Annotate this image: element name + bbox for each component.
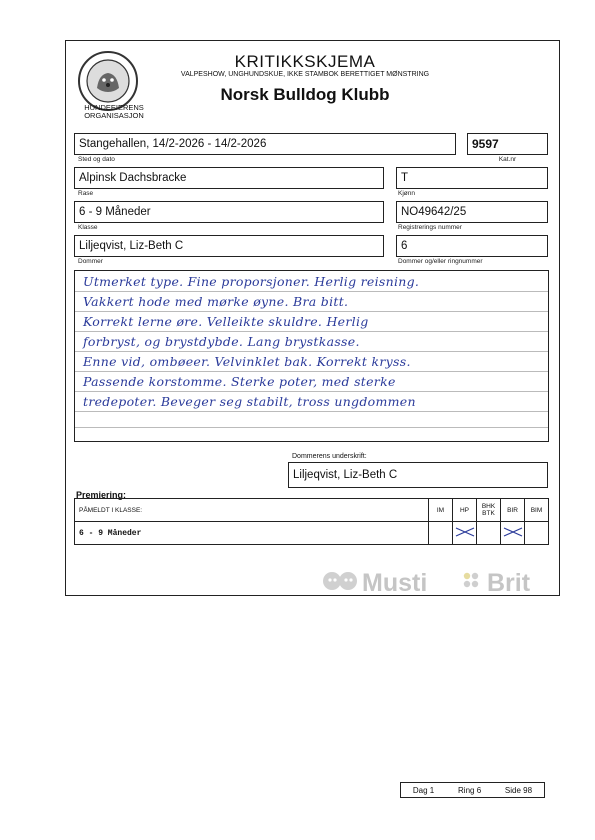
critique-line: forbryst, og brystdybde. Lang brystkasse. bbox=[83, 334, 360, 349]
ring-label: Ring bbox=[458, 785, 475, 795]
judge-field: Liljeqvist, Liz-Beth C bbox=[74, 235, 384, 257]
mark-bir[interactable] bbox=[501, 522, 525, 545]
catalog-number-label: Kat.nr bbox=[498, 156, 517, 163]
footer-page bbox=[505, 786, 532, 795]
sex-label: Kjønn bbox=[398, 190, 415, 197]
critique-line: Passende korstomme. Sterke poter, med sterke bbox=[83, 374, 396, 389]
premiering-value-row bbox=[75, 522, 549, 545]
sex-field: T bbox=[396, 167, 548, 189]
critique-box bbox=[74, 270, 549, 442]
col-bhk-btk: BHK BTK bbox=[477, 499, 501, 522]
check-x-mark-icon bbox=[502, 526, 524, 538]
breed-label: Rase bbox=[78, 190, 94, 197]
premiering-header-row bbox=[75, 499, 549, 522]
class-label: Klasse bbox=[78, 224, 98, 231]
organization-name bbox=[74, 104, 154, 120]
mark-hp[interactable] bbox=[453, 522, 477, 545]
mark-bhk-btk[interactable] bbox=[477, 522, 501, 545]
org-line-1: HUNDEEIERENS bbox=[84, 103, 144, 112]
ring-number-label: Dommer og/eller ringnummer bbox=[398, 258, 483, 265]
brit-emblem-icon bbox=[458, 567, 484, 600]
venue-date-label: Sted og dato bbox=[78, 156, 115, 163]
breed-field: Alpinsk Dachsbracke bbox=[74, 167, 384, 189]
org-line-2: ORGANISASJON bbox=[84, 111, 144, 120]
check-x-mark-icon bbox=[454, 526, 476, 538]
ring-number-field: 6 bbox=[396, 235, 548, 257]
sponsor-brit bbox=[458, 567, 530, 600]
class-value: 6 - 9 Måneder bbox=[75, 522, 429, 545]
critique-line: Vakkert hode med mørke øyne. Bra bitt. bbox=[83, 294, 349, 309]
mark-bim[interactable] bbox=[525, 522, 549, 545]
col-bim: BIM bbox=[525, 499, 549, 522]
class-field: 6 - 9 Måneder bbox=[74, 201, 384, 223]
sponsor-musti bbox=[322, 567, 427, 600]
mark-im[interactable] bbox=[429, 522, 453, 545]
page-value: 98 bbox=[523, 785, 533, 795]
day-label: Dag bbox=[412, 785, 428, 795]
premiering-table bbox=[74, 498, 549, 545]
catalog-number-field: 9597 bbox=[467, 133, 548, 155]
page-footer bbox=[400, 782, 545, 798]
sponsor-name: Musti bbox=[362, 569, 428, 597]
signature-label: Dommerens underskrift: bbox=[292, 453, 367, 460]
judge-label: Dommer bbox=[78, 258, 103, 265]
critique-line: tredepoter. Beveger seg stabilt, tross ungdommen bbox=[83, 394, 416, 409]
paw-icon bbox=[322, 567, 358, 600]
footer-ring bbox=[458, 786, 481, 795]
critique-line: Enne vid, ombøeer. Velvinklet bak. Korrekt kryss. bbox=[83, 354, 411, 369]
venue-date-field: Stangehallen, 14/2-2026 - 14/2-2026 bbox=[74, 133, 456, 155]
signature-field: Liljeqvist, Liz-Beth C bbox=[288, 462, 548, 488]
class-header: PÅMELDT I KLASSE: bbox=[75, 499, 429, 522]
col-im: IM bbox=[429, 499, 453, 522]
day-value: 1 bbox=[429, 785, 435, 795]
col-bir: BIR bbox=[501, 499, 525, 522]
premiering-title: Premiering: bbox=[76, 490, 127, 500]
ring-value: 6 bbox=[476, 785, 482, 795]
club-name: Norsk Bulldog Klubb bbox=[220, 85, 390, 104]
footer-day bbox=[413, 786, 434, 795]
form-subtitle: VALPESHOW, UNGHUNDSKUE, IKKE STAMBOK BERETTIGET MØNSTRING bbox=[180, 71, 430, 78]
page-label: Side bbox=[504, 785, 521, 795]
registration-number-label: Registrerings nummer bbox=[398, 224, 462, 231]
col-hp: HP bbox=[453, 499, 477, 522]
sponsor-name: Brit bbox=[487, 569, 531, 597]
form-title: KRITIKKSKJEMA bbox=[234, 52, 376, 71]
registration-number-field: NO49642/25 bbox=[396, 201, 548, 223]
critique-line: Korrekt lerne øre. Velleikte skuldre. Herlig bbox=[83, 314, 369, 329]
critique-line: Utmerket type. Fine proporsjoner. Herlig reisning. bbox=[83, 274, 420, 289]
